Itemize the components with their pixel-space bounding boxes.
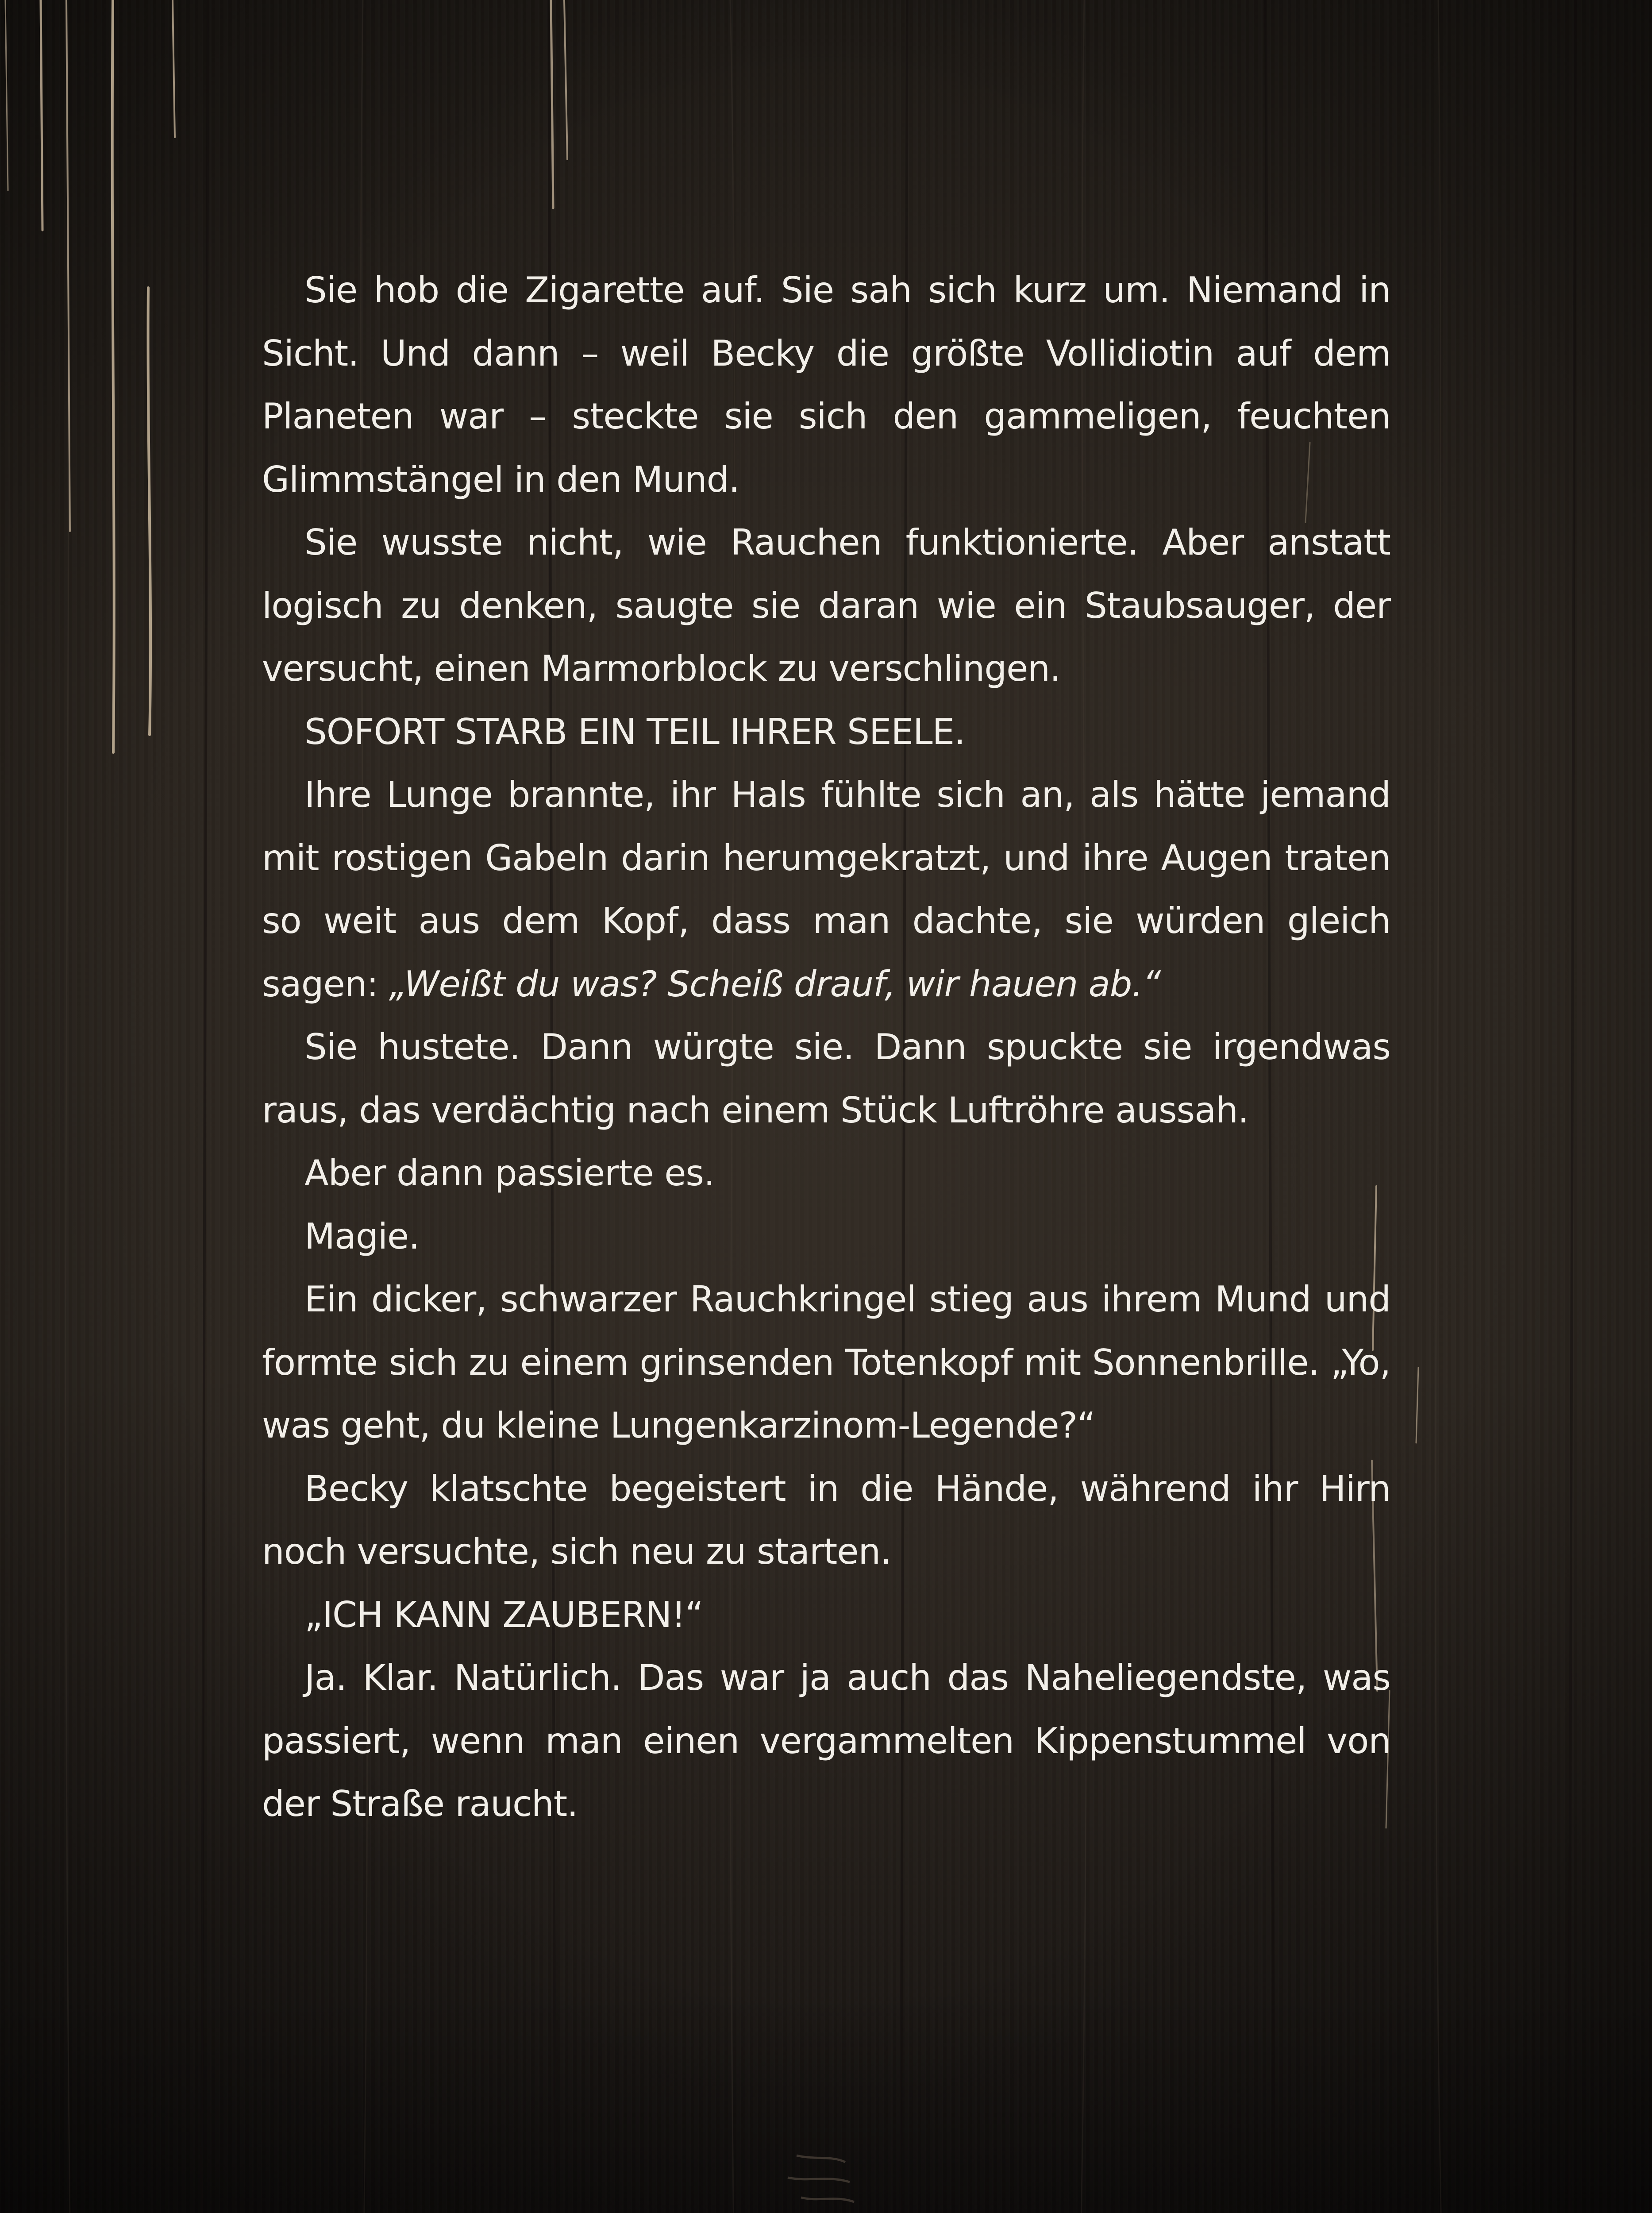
- paragraph-11: Ja. Klar. Natürlich. Das war ja auch das Naheliegendste, was passiert, wenn man einen vergammelten Kippenstummel von der Straße raucht.: [262, 1657, 1390, 1824]
- paragraph-10: „ICH KANN ZAUBERN!“: [304, 1594, 703, 1635]
- paragraph-7: Magie.: [304, 1215, 420, 1257]
- paragraph-4-quote: „Weißt du was? Scheiß drauf, wir hauen ab.“: [389, 963, 1161, 1005]
- story-text: [262, 259, 1390, 1836]
- paragraph-5: Sie hustete. Dann würgte sie. Dann spuckte sie irgendwas raus, das verdächtig nach einem Stück Luftröhre aussah.: [262, 1026, 1390, 1131]
- paragraph-6: Aber dann passierte es.: [304, 1153, 715, 1194]
- paragraph-4-text: Ihre Lunge brannte, ihr Hals fühlte sich an, als hätte jemand mit rostigen Gabeln darin herumgekratzt, und ihre Augen traten so weit aus dem Kopf, dass man dachte, sie würden gleich sagen:: [262, 774, 1390, 1005]
- paragraph-9: Becky klatschte begeistert in die Hände, während ihr Hirn noch versuchte, sich neu zu starten.: [262, 1468, 1390, 1572]
- paragraph-8: Ein dicker, schwarzer Rauchkringel stieg aus ihrem Mund und formte sich zu einem grinsenden Totenkopf mit Sonnenbrille. „Yo, was geht, du kleine Lungenkarzinom-Legende?“: [262, 1279, 1390, 1446]
- paragraph-3: SOFORT STARB EIN TEIL IHRER SEELE.: [304, 711, 965, 752]
- paragraph-4: [262, 763, 1390, 1016]
- paragraph-2: Sie wusste nicht, wie Rauchen funktionierte. Aber anstatt logisch zu denken, saugte sie daran wie ein Staubsauger, der versucht, einen Marmorblock zu verschlingen.: [262, 522, 1390, 689]
- paragraph-1: Sie hob die Zigarette auf. Sie sah sich kurz um. Niemand in Sicht. Und dann – weil Becky die größte Vollidiotin auf dem Planeten war – steckte sie sich den gammeligen, feuchten Glimmstängel in den Mund.: [262, 270, 1390, 500]
